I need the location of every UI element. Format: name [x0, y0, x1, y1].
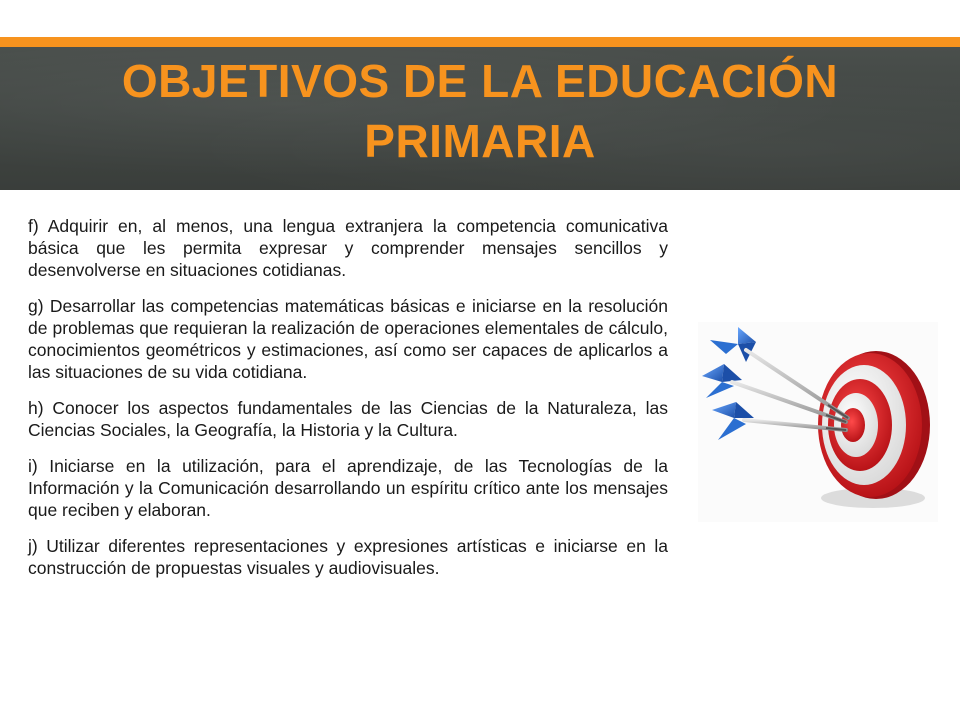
objectives-list — [28, 215, 668, 593]
objective-h: h) Conocer los aspectos fundamentales de las Ciencias de la Naturaleza, las Ciencias Sociales, la Geografía, la Historia y la Cultura. — [28, 398, 668, 440]
accent-bar — [0, 37, 960, 47]
objective-g: g) Desarrollar las competencias matemáticas básicas e iniciarse en la resolución de problemas que requieran la realización de operaciones elementales de cálculo, conocimientos geométricos y estimaciones, así como ser capaces de aplicarlos a las situaciones de su vida cotidiana. — [28, 296, 668, 382]
objective-f: f) Adquirir en, al menos, una lengua extranjera la competencia comunicativa básica que les permita expresar y comprender mensajes sencillos y desenvolverse en situaciones cotidianas. — [28, 216, 668, 280]
slide-title — [0, 51, 960, 171]
objective-j: j) Utilizar diferentes representaciones y expresiones artísticas e iniciarse en la construcción de propuestas visuales y audiovisuales. — [28, 536, 668, 578]
slide-title-line-1: OBJETIVOS DE LA EDUCACIÓN — [121, 55, 839, 107]
title-banner — [0, 47, 960, 190]
slide-title-line-2: PRIMARIA — [364, 115, 596, 167]
target-with-darts-icon — [698, 322, 938, 522]
objective-i: i) Iniciarse en la utilización, para el aprendizaje, de las Tecnologías de la Información y la Comunicación desarrollando un espíritu crítico ante los mensajes que reciben y elaboran. — [28, 456, 668, 520]
